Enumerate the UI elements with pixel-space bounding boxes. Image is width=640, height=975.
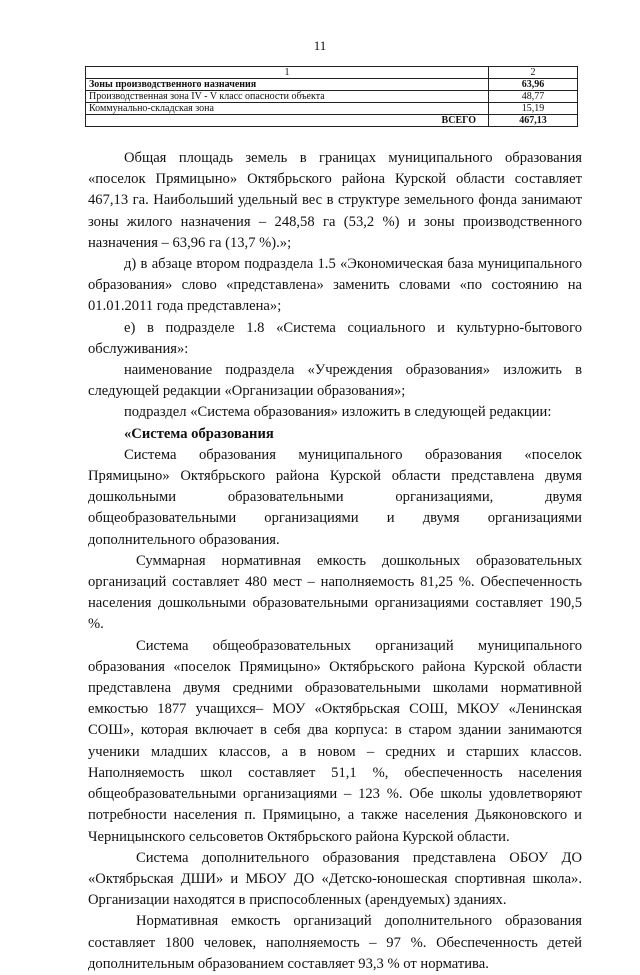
page-number: 11 [313, 38, 327, 53]
land-zones-table [85, 66, 578, 127]
zone-name-cell: Коммунально-складская зона [86, 103, 489, 115]
table-row [86, 103, 578, 115]
paragraph: Система дополнительного образования представлена ОБОУ ДО «Октябрьская ДШИ» и МБОУ ДО «Детско-юношеская спортивная школа». Организации находятся в приспособленных (арендуемых) зданиях. [88, 849, 582, 909]
paragraph: Нормативная емкость организаций дополнительного образования составляет 1800 человек, наполняемость – 97 %. Обеспеченность детей дополнительным образованием составляет 93,3 % от норматива. [88, 913, 582, 972]
table-header-cell: 2 [489, 67, 578, 79]
section-heading: «Система образования [124, 425, 274, 442]
paragraph: Суммарная нормативная емкость дошкольных образовательных организаций составляет 480 мест – наполняемость 81,25 %. Обеспеченность населения дошкольными образовательными организациями составляет 190,5 %. [88, 552, 582, 633]
table-header-cell: 1 [86, 67, 489, 79]
table-row [86, 91, 578, 103]
table-header-row [86, 67, 578, 79]
paragraph: Система общеобразовательных организаций муниципального образования «поселок Прямицыно» Октябрьского района Курской области представлена двумя средними образовательными школами нормативной емкостью 1877 учащихся– МОУ «Октябрьская СОШ, МКОУ «Ленинская СОШ», которая включает в себя два корпуса: в старом здании занимаются ученики младших классов, а в новом – средних и старших классов. Наполняемость школ составляет 51,1 %, обеспеченность населения общеобразовательными организациями – 123 %. Обе школы удовлетворяют потребности населения п. Прямицыно, а также населения Дьяконовского и Черницынского сельсоветов Октябрьского района Курской области. [88, 637, 582, 845]
paragraph: д) в абзаце втором подраздела 1.5 «Экономическая база муниципального образования» слово «представлена» заменить словами «по состоянию на 01.01.2011 года представлена»; [88, 256, 582, 315]
document-body [88, 148, 582, 975]
zone-name-cell: Зоны производственного назначения [86, 79, 489, 91]
paragraph: Система образования муниципального образования «поселок Прямицыно» Октябрьского района Курской области представлена двумя дошкольными образовательными организациями, двумя общеобразовательными организациями и двумя организациями дополнительного образования. [88, 446, 582, 548]
paragraph: подраздел «Система образования» изложить в следующей редакции: [124, 404, 552, 421]
paragraph: наименование подраздела «Учреждения образования» изложить в следующей редакции «Организации образования»; [88, 362, 582, 400]
total-label-cell: ВСЕГО [86, 115, 489, 127]
table-row [86, 79, 578, 91]
total-value-cell: 467,13 [489, 115, 578, 127]
zone-value-cell: 48,77 [489, 91, 578, 103]
zone-name-cell: Производственная зона IV - V класс опасности объекта [86, 91, 489, 103]
table-total-row [86, 115, 578, 127]
paragraph: Общая площадь земель в границах муниципального образования «поселок Прямицыно» Октябрьского района Курской области составляет 467,13 га. Наибольший удельный вес в структуре земельного фонда занимают зоны жилого назначения – 248,58 га (53,2 %) и зоны производственного назначения – 63,96 га (13,7 %).»; [88, 150, 582, 251]
zone-value-cell: 15,19 [489, 103, 578, 115]
paragraph: е) в подразделе 1.8 «Система социального и культурно-бытового обслуживания»: [88, 319, 582, 357]
zone-value-cell: 63,96 [489, 79, 578, 91]
